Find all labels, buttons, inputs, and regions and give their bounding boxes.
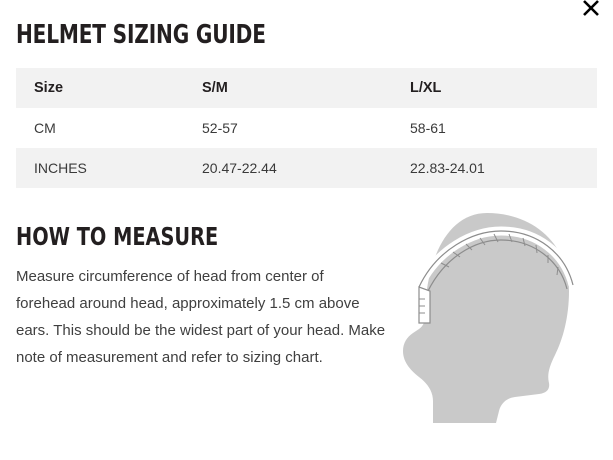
how-to-measure-text: Measure circumference of head from center of forehead around head, approximately 1.5 cm above ears. This should be the widest part of your head. Make note of measurement and refer to sizing chart. xyxy=(16,268,386,366)
how-to-measure-heading: HOW TO MEASURE xyxy=(16,222,219,251)
table-header-size: Size xyxy=(34,80,64,96)
cell-inches-lxl: 22.83-24.01 xyxy=(410,160,485,176)
close-icon-glyph xyxy=(577,0,605,22)
table-header-row xyxy=(16,68,597,108)
table-row xyxy=(16,148,597,188)
tape-end xyxy=(419,287,430,323)
cell-inches-sm: 20.47-22.44 xyxy=(202,160,277,176)
cell-cm-sm: 52-57 xyxy=(202,120,238,136)
table-header-sm: S/M xyxy=(202,80,228,96)
size-chart-table xyxy=(16,68,597,188)
table-header-lxl: L/XL xyxy=(410,80,442,96)
modal-content xyxy=(0,22,613,440)
cell-cm-lxl: 58-61 xyxy=(410,120,446,136)
row-label-inches: INCHES xyxy=(34,160,87,176)
table-row xyxy=(16,108,597,148)
how-to-measure-section xyxy=(16,249,597,440)
row-label-cm: CM xyxy=(34,120,56,136)
close-icon[interactable] xyxy=(577,0,605,22)
page-title: HELMET SIZING GUIDE xyxy=(16,20,266,50)
